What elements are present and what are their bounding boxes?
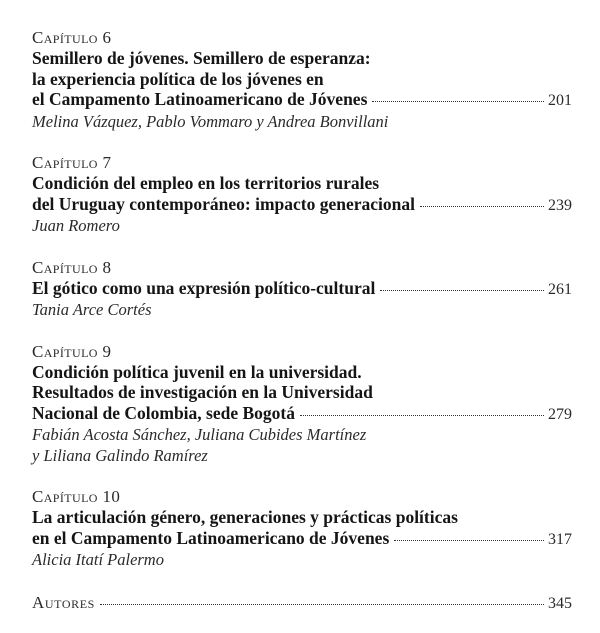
chapter-title-line: del Uruguay contemporáneo: impacto generacional bbox=[32, 193, 416, 214]
chapter-label: Capítulo 8 bbox=[32, 257, 112, 277]
chapter-title-line: El gótico como una expresión político-cultural bbox=[32, 277, 376, 298]
chapter-label: Capítulo 6 bbox=[32, 28, 112, 47]
chapter-title-final-row bbox=[32, 194, 572, 217]
dot-leader bbox=[380, 290, 544, 291]
chapter-authors: Melina Vázquez, Pablo Vommaro y Andrea Bonvillani bbox=[32, 111, 389, 131]
chapter-title-line: Semillero de jóvenes. Semillero de esperanza: bbox=[32, 48, 371, 68]
chapter-title-line: Resultados de investigación en la Universidad bbox=[32, 382, 373, 402]
toc-entry-chapter-6[interactable] bbox=[32, 28, 572, 132]
chapter-authors: Fabián Acosta Sánchez, Juliana Cubides Martínez bbox=[32, 425, 367, 444]
chapter-authors: Tania Arce Cortés bbox=[32, 300, 152, 319]
page-number[interactable]: 201 bbox=[548, 92, 572, 109]
chapter-title-line: el Campamento Latinoamericano de Jóvenes bbox=[32, 89, 368, 109]
chapter-title-final-row bbox=[32, 528, 572, 551]
chapter-title-line: Condición política juvenil en la universidad. bbox=[32, 361, 362, 382]
toc-entry-chapter-7[interactable] bbox=[32, 153, 572, 237]
chapter-title-line: en el Campamento Latinoamericano de Jóvenes bbox=[32, 527, 390, 548]
toc-entry-chapter-8[interactable] bbox=[32, 258, 572, 321]
page-number[interactable]: 261 bbox=[548, 280, 572, 298]
page-number[interactable]: 317 bbox=[548, 530, 572, 548]
chapter-title-line: La articulación género, generaciones y prácticas políticas bbox=[32, 507, 458, 527]
chapter-title-final-row bbox=[32, 89, 572, 112]
chapter-label: Capítulo 9 bbox=[32, 341, 112, 361]
dot-leader bbox=[100, 604, 544, 605]
dot-leader bbox=[394, 540, 544, 541]
chapter-title-line: Nacional de Colombia, sede Bogotá bbox=[32, 402, 295, 423]
chapter-title-final-row bbox=[32, 278, 572, 301]
dot-leader bbox=[420, 206, 544, 207]
chapter-title-final-row bbox=[32, 403, 572, 426]
table-of-contents bbox=[32, 28, 572, 613]
autores-label: Autores bbox=[32, 592, 95, 612]
chapter-label: Capítulo 7 bbox=[32, 153, 112, 172]
toc-entry-autores[interactable] bbox=[32, 593, 572, 613]
chapter-title-line: Condición del empleo en los territorios rurales bbox=[32, 173, 380, 193]
dot-leader bbox=[372, 101, 544, 102]
chapter-authors: y Liliana Galindo Ramírez bbox=[32, 445, 208, 465]
page-number[interactable]: 345 bbox=[548, 594, 572, 612]
dot-leader bbox=[300, 415, 544, 416]
chapter-label: Capítulo 10 bbox=[32, 487, 121, 506]
chapter-title-line: la experiencia política de los jóvenes en bbox=[32, 68, 324, 89]
toc-entry-chapter-9[interactable] bbox=[32, 342, 572, 467]
page-number[interactable]: 239 bbox=[548, 196, 572, 214]
page-number[interactable]: 279 bbox=[548, 405, 572, 423]
toc-entry-chapter-10[interactable] bbox=[32, 487, 572, 571]
chapter-authors: Alicia Itatí Palermo bbox=[32, 550, 164, 569]
chapter-authors: Juan Romero bbox=[32, 216, 120, 235]
